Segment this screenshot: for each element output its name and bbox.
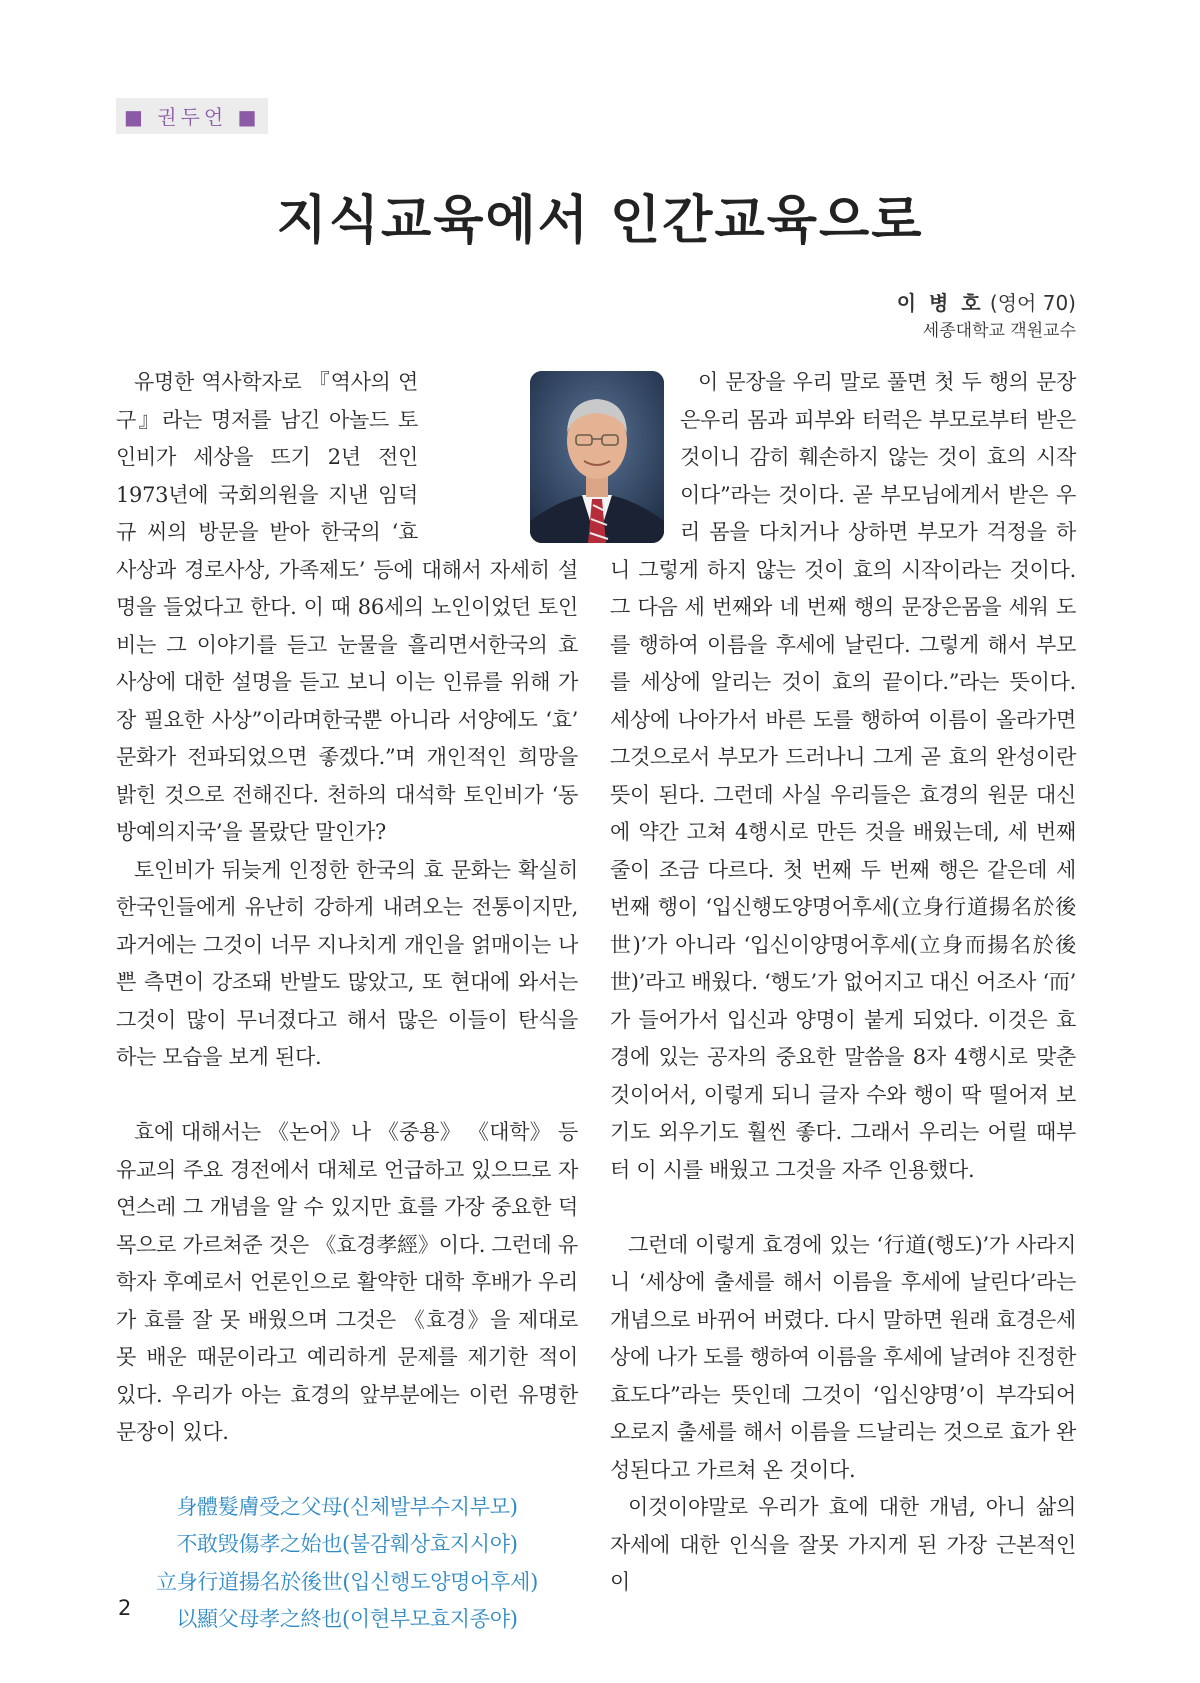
right-column	[610, 364, 1076, 1602]
verse-line-1: 身體髮膚受之父母(신체발부수지부모)	[176, 1494, 518, 1519]
paragraph-spacer	[610, 1189, 1076, 1227]
portrait-wrap-space	[428, 368, 578, 544]
left-paragraph-3: 효에 대해서는 《논어》나 《중용》 《대학》 등 유교의 주요 경전에서 대체로 언급하고 있으므로 자연스레 그 개념을 알 수 있지만 효를 가장 중요한 덕목으로 가르쳐준 것은 《효경孝經》이다. 그런데 유학자 후예로서 언론인으로 활약한 대학 후배가 우리가 효를 잘 못 배웠으며 그것은 《효경》을 제대로 못 배운 때문이라고 예리하게 문제를 제기한 적이 있다. 우리가 아는 효경의 앞부분에는 이런 유명한 문장이 있다.	[116, 1120, 578, 1444]
page-number: 2	[118, 1596, 132, 1620]
author-line	[897, 288, 1076, 318]
section-tag: ■ 권두언 ■	[116, 98, 268, 134]
verse-line-2: 不敢毁傷孝之始也(불감훼상효지시야)	[176, 1532, 518, 1556]
paragraph-spacer	[116, 1077, 578, 1115]
right-paragraph-2: 그런데 이렇게 효경에 있는 ‘行道(행도)’가 사라지니 ‘세상에 출세를 해서 이름을 후세에 날린다’라는 개념으로 바뀌어 버렸다. 다시 말하면 원래 효경은세상에 나가 도를 행하여 이름을 후세에 날려야 진정한 효도다”라는 뜻인데 그것이 ‘입신양명’이 부각되어 오로지 출세를 해서 이름을 드날리는 것으로 효가 완성된다고 가르쳐 온 것이다.	[610, 1232, 1076, 1482]
left-paragraph-1: 유명한 역사학자로 『역사의 연구』라는 명저를 남긴 아놀드 토인비가 세상을 뜨기 2년 전인 1973년에 국회의원을 지낸 임덕규 씨의 방문을 받아 한국의 ‘효 사상과 경로사상, 가족제도’ 등에 대해서 자세히 설명을 들었다고 한다. 이 때 86세의 노인이었던 토인비는 그 이야기를 듣고 눈물을 흘리면서한국의 효 사상에 대한 설명을 듣고 보니 이는 인류를 위해 가장 필요한 사상”이라며한국뿐 아니라 서양에도 ‘효’ 문화가 전파되었으면 좋겠다.”며 개인적인 희망을 밝힌 것으로 전해진다. 천하의 대석학 토인비가 ‘동방예의지국’을 몰랐단 말인가?	[116, 370, 578, 844]
verse-line-4: 以顯父母孝之終也(이현부모효지종야)	[176, 1607, 518, 1631]
portrait-wrap-space-right	[610, 364, 680, 540]
byline	[897, 288, 1076, 344]
left-paragraph-2: 토인비가 뒤늦게 인정한 한국의 효 문화는 확실히 한국인들에게 유난히 강하게 내려오는 전통이지만, 과거에는 그것이 너무 지나치게 개인을 얽매이는 나쁜 측면이 강조돼 반발도 많았고, 또 현대에 와서는 그것이 많이 무너졌다고 해서 많은 이들이 탄식을 하는 모습을 보게 된다.	[116, 857, 578, 1069]
verse-line-3: 立身行道揚名於後世(입신행도양명어후세)	[156, 1569, 538, 1594]
author-name: 이 병 호	[896, 291, 984, 315]
right-paragraph-1: 이 문장을 우리 말로 풀면 첫 두 행의 문장은우리 몸과 피부와 터럭은 부모로부터 받은 것이니 감히 훼손하지 않는 것이 효의 시작이다”라는 것이다. 곧 부모님에게서 받은 우리 몸을 다치거나 상하면 부모가 걱정을 하니 그렇게 하지 않는 것이 효의 시작이라는 것이다. 그 다음 세 번째와 네 번째 행의 문장은몸을 세워 도를 행하여 이름을 후세에 날린다. 그렇게 해서 부모를 세상에 알리는 것이 효의 끝이다.”라는 뜻이다. 세상에 나아가서 바른 도를 행하여 이름이 올라가면 그것으로서 부모가 드러나니 그게 곧 효의 완성이란 뜻이 된다. 그런데 사실 우리들은 효경의 원문 대신에 약간 고쳐 4행시로 만든 것을 배웠는데, 세 번째 줄이 조금 다르다. 첫 번째 두 번째 행은 같은데 세 번째 행이 ‘입신행도양명어후세(立身行道揚名於後世)’가 아니라 ‘입신이양명어후세(立身而揚名於後世)’라고 배웠다. ‘행도’가 없어지고 대신 어조사 ‘而’ 가 들어가서 입신과 양명이 붙게 되었다. 이것은 효경에 있는 공자의 중요한 말씀을 8자 4행시로 맞춘 것이어서, 이렇게 되니 글자 수와 행이 딱 떨어져 보기도 외우기도 훨씬 좋다. 그래서 우리는 어릴 때부터 이 시를 배웠고 그것을 자주 인용했다.	[610, 370, 1076, 1182]
author-detail: (영어 70)	[983, 291, 1076, 315]
left-column	[116, 364, 578, 1639]
classic-verse	[116, 1489, 578, 1639]
article-title: 지식교육에서 인간교육으로	[276, 191, 924, 251]
author-affiliation: 세종대학교 객원교수	[922, 321, 1076, 341]
right-paragraph-3: 이것이야말로 우리가 효에 대한 개념, 아니 삶의 자세에 대한 인식을 잘못 가지게 된 가장 근본적인 이	[610, 1495, 1076, 1594]
